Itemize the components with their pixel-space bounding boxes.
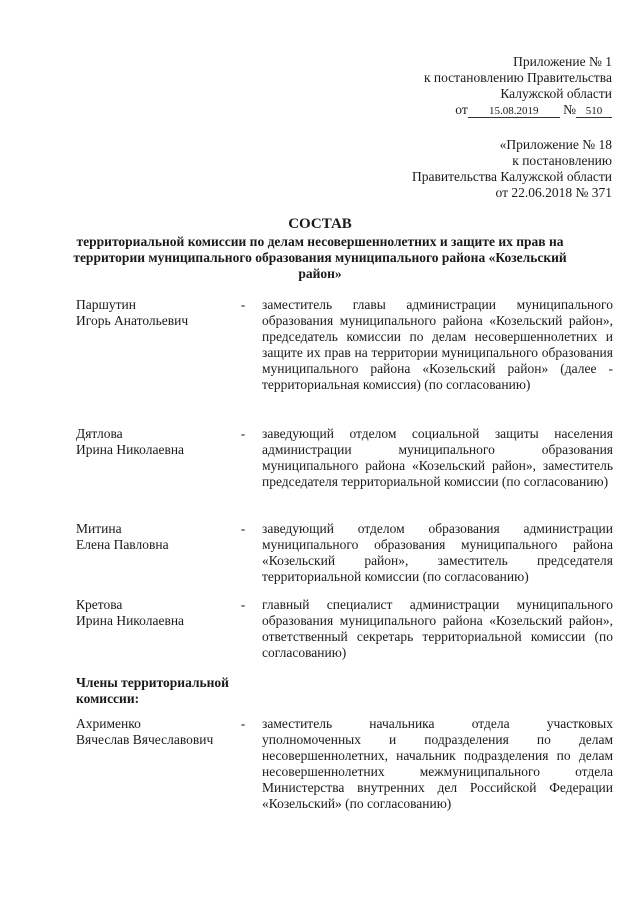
member-given-name: Вячеслав Вячеславович — [76, 732, 214, 747]
appendix-18-line4: от 22.06.2018 № 371 — [495, 185, 612, 200]
appendix-18-line1: «Приложение № 18 — [499, 137, 612, 152]
dash-separator: - — [240, 426, 246, 441]
appendix-18-line2: к постановлению — [512, 153, 612, 168]
dash-separator: - — [240, 521, 246, 536]
member-given-name: Игорь Анатольевич — [76, 313, 189, 328]
member-given-name: Елена Павловна — [76, 537, 169, 552]
member-surname: Кретова — [76, 597, 123, 612]
member-surname: Дятлова — [76, 426, 123, 441]
appendix-1-date-line — [380, 102, 612, 118]
member-name — [76, 597, 236, 629]
appendix-1-line3: Калужской области — [500, 86, 612, 101]
member-surname: Ахрименко — [76, 716, 141, 731]
member-given-name: Ирина Николаевна — [76, 613, 185, 628]
appendix-1-header — [380, 54, 612, 118]
member-role: заместитель начальника отдела участковых уполномоченных и подразделения по делам несовершеннолетних, начальник подразделения по делам несовершеннолетних межмуниципального отдела Министерства внутренних дел Российской Федерации «Козельский» (по согласованию) — [262, 716, 613, 811]
member-name — [76, 297, 236, 329]
appendix-1-line2: к постановлению Правительства — [423, 70, 612, 85]
dash-separator: - — [240, 297, 246, 312]
member-surname: Митина — [76, 521, 122, 536]
member-role: заместитель главы администрации муниципального образования муниципального района «Козельский район», председатель комиссии по делам несовершеннолетних и защите их прав на территории муниципального образования муниципального района «Козельский район» (далее - территориальная комиссия) (по согласованию) — [262, 297, 613, 392]
document-title: СОСТАВ — [288, 216, 352, 232]
appendix-18-line3: Правительства Калужской области — [411, 169, 612, 184]
dash-separator: - — [240, 716, 246, 731]
number-prefix: № — [563, 102, 576, 117]
member-name — [76, 716, 236, 748]
dash-separator: - — [240, 597, 246, 612]
date-prefix: от — [455, 102, 468, 117]
member-surname: Паршутин — [76, 297, 136, 312]
document-subtitle: территориальной комиссии по делам несовершеннолетних и защите их прав на территории муниципального образования муниципального района «Козельский район» — [73, 234, 567, 281]
member-name — [76, 521, 236, 553]
member-name — [76, 426, 236, 458]
section-heading-members: Члены территориальной комиссии: — [76, 675, 229, 706]
member-role: заведующий отделом социальной защиты населения администрации муниципального образования муниципального района «Козельский район», заместитель председателя территориальной комиссии (по согласованию) — [262, 426, 613, 489]
member-role: главный специалист администрации муниципального образования муниципального района «Козельский район», ответственный секретарь территориальной комиссии (по согласованию) — [262, 597, 613, 660]
member-given-name: Ирина Николаевна — [76, 442, 185, 457]
appendix-18-header — [380, 137, 612, 201]
member-role: заведующий отделом образования администрации муниципального образования муниципального района «Козельский район», заместитель председателя территориальной комиссии (по согласованию) — [262, 521, 613, 584]
decree-number: 510 — [576, 105, 612, 118]
appendix-1-line1: Приложение № 1 — [513, 54, 612, 69]
decree-date: 15.08.2019 — [468, 105, 560, 118]
